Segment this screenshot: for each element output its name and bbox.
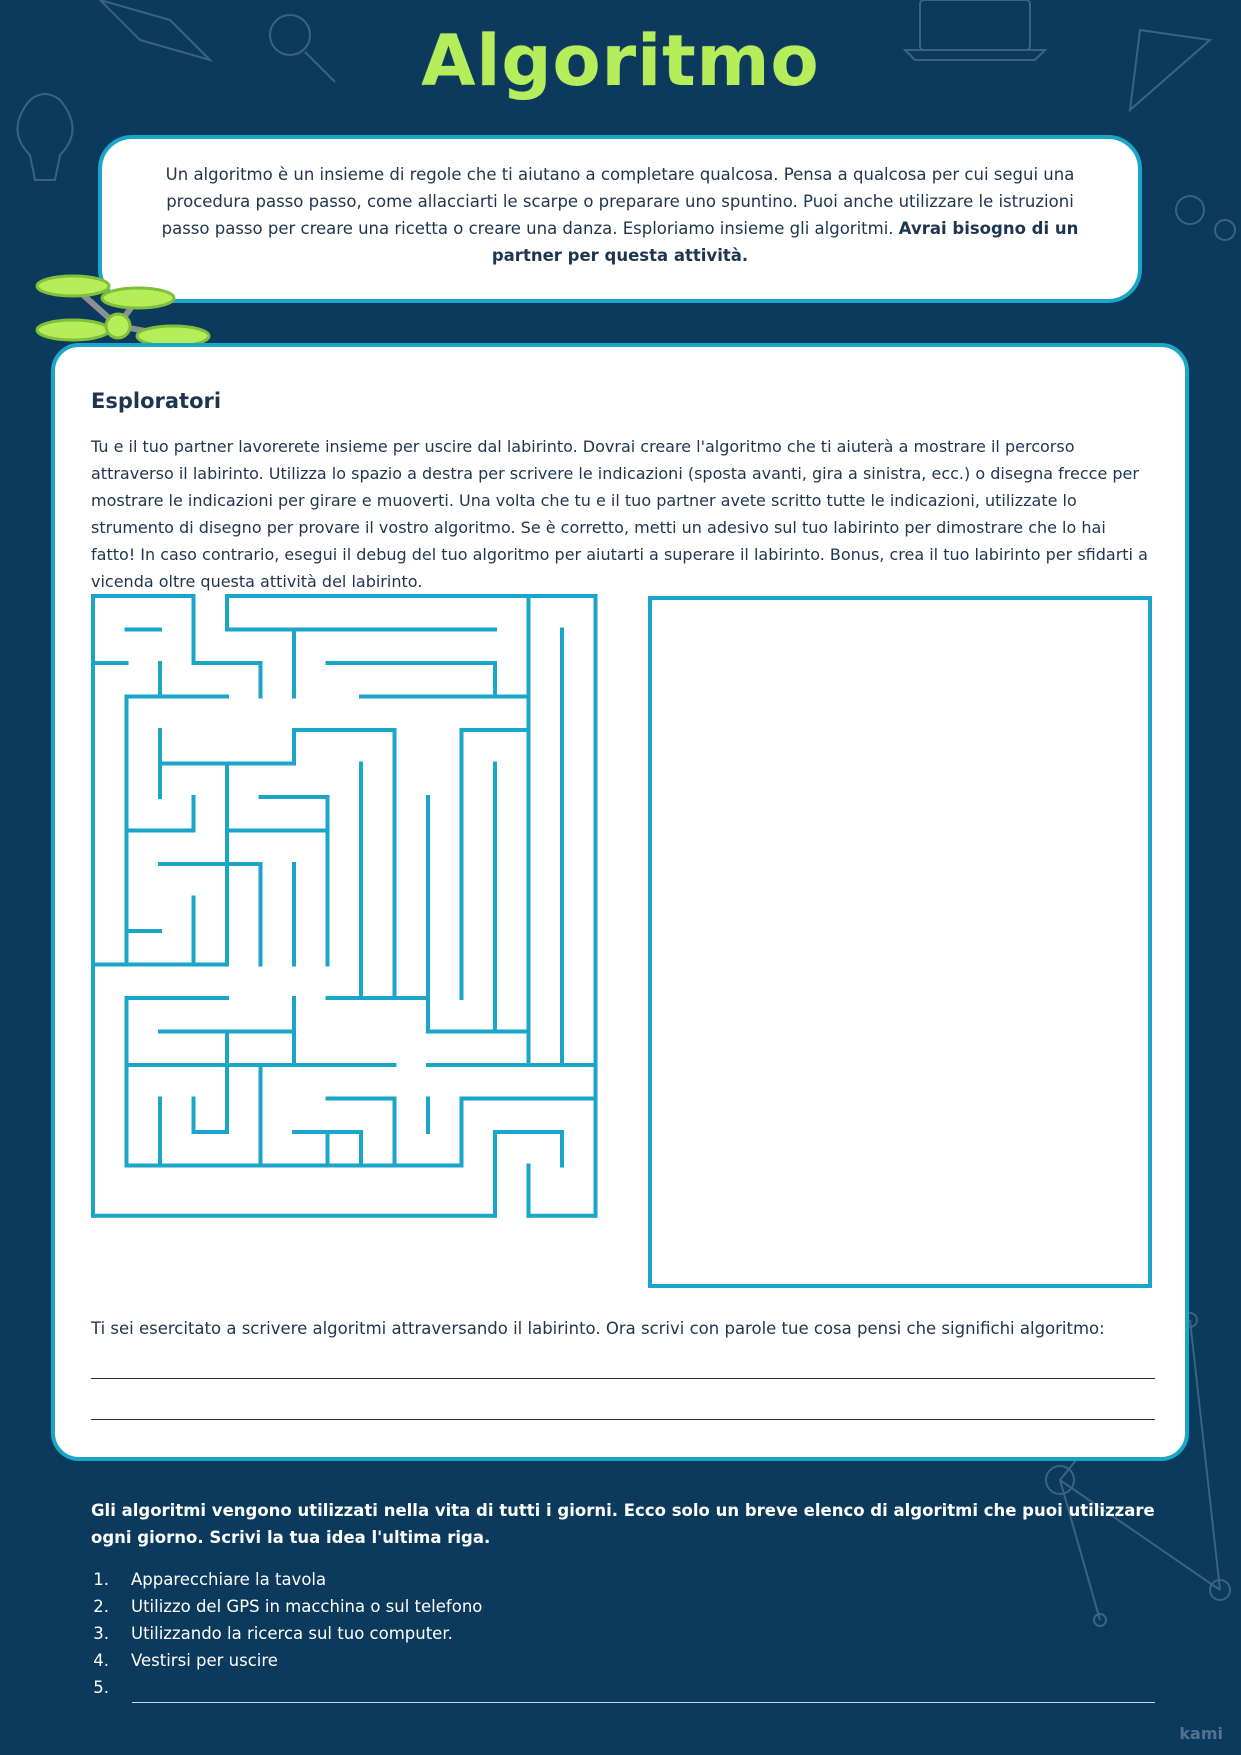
list-item: 2. Utilizzo del GPS in macchina o sul telefono bbox=[93, 1597, 483, 1616]
own-idea-line[interactable] bbox=[132, 1702, 1155, 1703]
intro-text-body: Un algoritmo è un insieme di regole che ti aiutano a completare qualcosa. Pensa a qualcosa per cui segui una procedura passo passo, come allacciarti le scarpe o preparare uno spuntino. Puoi anche utilizzare le istruzioni passo passo per creare una ricetta o creare una danza. Esploriamo insieme gli algoritmi. bbox=[161, 165, 1075, 238]
brand-logo: kami bbox=[1179, 1724, 1223, 1743]
answer-line-2[interactable] bbox=[91, 1419, 1155, 1420]
section-instructions: Tu e il tuo partner lavorerete insieme per uscire dal labirinto. Dovrai creare l'algoritmo che ti aiuterà a mostrare il percorso attraverso il labirinto. Utilizza lo spazio a destra per scrivere le indicazioni (sposta avanti, gira a sinistra, ecc.) o disegna frecce per mostrare le indicazioni per girare e muoverti. Una volta che tu e il tuo partner avete scritto tutte le indicazioni, utilizzate lo strumento di disegno per provare il vostro algoritmo. Se è corretto, metti un adesivo sul tuo labirinto per dimostrare che lo hai fatto! In caso contrario, esegui il debug del tuo algoritmo per aiutarti a superare il labirinto. Bonus, crea il tuo labirinto per sfidarti a vicenda oltre questa attività del labirinto. bbox=[91, 437, 1148, 591]
list-item: 5. bbox=[93, 1678, 109, 1697]
list-item: 1. Apparecchiare la tavola bbox=[93, 1570, 327, 1589]
outro-text: Gli algoritmi vengono utilizzati nella vita di tutti i giorni. Ecco solo un breve elenco di algoritmi che puoi utilizzare ogni giorno. Scrivi la tua idea l'ultima riga. bbox=[91, 1501, 1155, 1547]
reflection-question: Ti sei esercitato a scrivere algoritmi attraversando il labirinto. Ora scrivi con parole tue cosa pensi che significhi algoritmo: bbox=[91, 1319, 1105, 1338]
intro-text bbox=[150, 161, 1090, 269]
maze[interactable] bbox=[91, 594, 611, 1294]
algorithm-list bbox=[91, 1566, 482, 1701]
directions-drawing-box[interactable] bbox=[648, 596, 1152, 1288]
answer-line-1[interactable] bbox=[91, 1378, 1155, 1379]
list-item: 3. Utilizzando la ricerca sul tuo computer. bbox=[93, 1624, 453, 1643]
page-title: Algoritmo bbox=[421, 20, 820, 102]
section-title: Esploratori bbox=[91, 389, 222, 413]
intro-text-bold: Avrai bisogno di un partner per questa attività. bbox=[491, 219, 1079, 265]
list-item: 4. Vestirsi per uscire bbox=[93, 1651, 278, 1670]
